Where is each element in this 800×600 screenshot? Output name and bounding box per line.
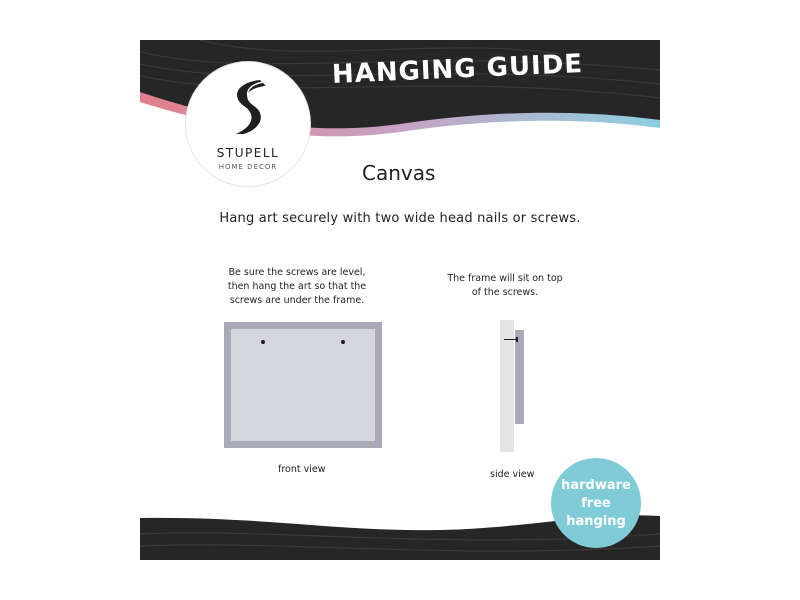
front-view-diagram [224,322,382,448]
badge-line: free [581,496,611,511]
side-view-note [440,272,570,300]
front-note-line: screws are under the frame. [229,295,365,306]
side-view-diagram [500,320,526,452]
hardware-free-badge [551,458,641,548]
badge-line: hardware [561,478,631,493]
brand-name: STUPELL [216,146,280,160]
front-note-line: then hang the art so that the [227,281,367,292]
brand-logo [186,62,310,186]
main-instruction: Hang art securely with two wide head nails or screws. [219,211,581,226]
hanging-guide-card [140,40,660,560]
canvas-front-panel [231,329,375,441]
stupell-s-logo-icon [220,76,278,138]
side-note-line: of the screws. [471,287,539,298]
product-type-label: Canvas [362,161,436,185]
side-note-line: The frame will sit on top [447,273,563,284]
canvas-side-frame [515,330,524,424]
screw-left-icon [261,340,265,344]
front-note-line: Be sure the screws are level, [228,267,366,278]
brand-subtitle: HOME DECOR [218,163,278,171]
front-view-note [212,266,382,308]
screw-head-icon [516,337,518,342]
side-view-caption: side view [490,469,535,480]
badge-line: hanging [566,514,626,529]
front-view-caption: front view [278,464,326,475]
screw-right-icon [341,340,345,344]
page-title: HANGING GUIDE [331,49,584,90]
